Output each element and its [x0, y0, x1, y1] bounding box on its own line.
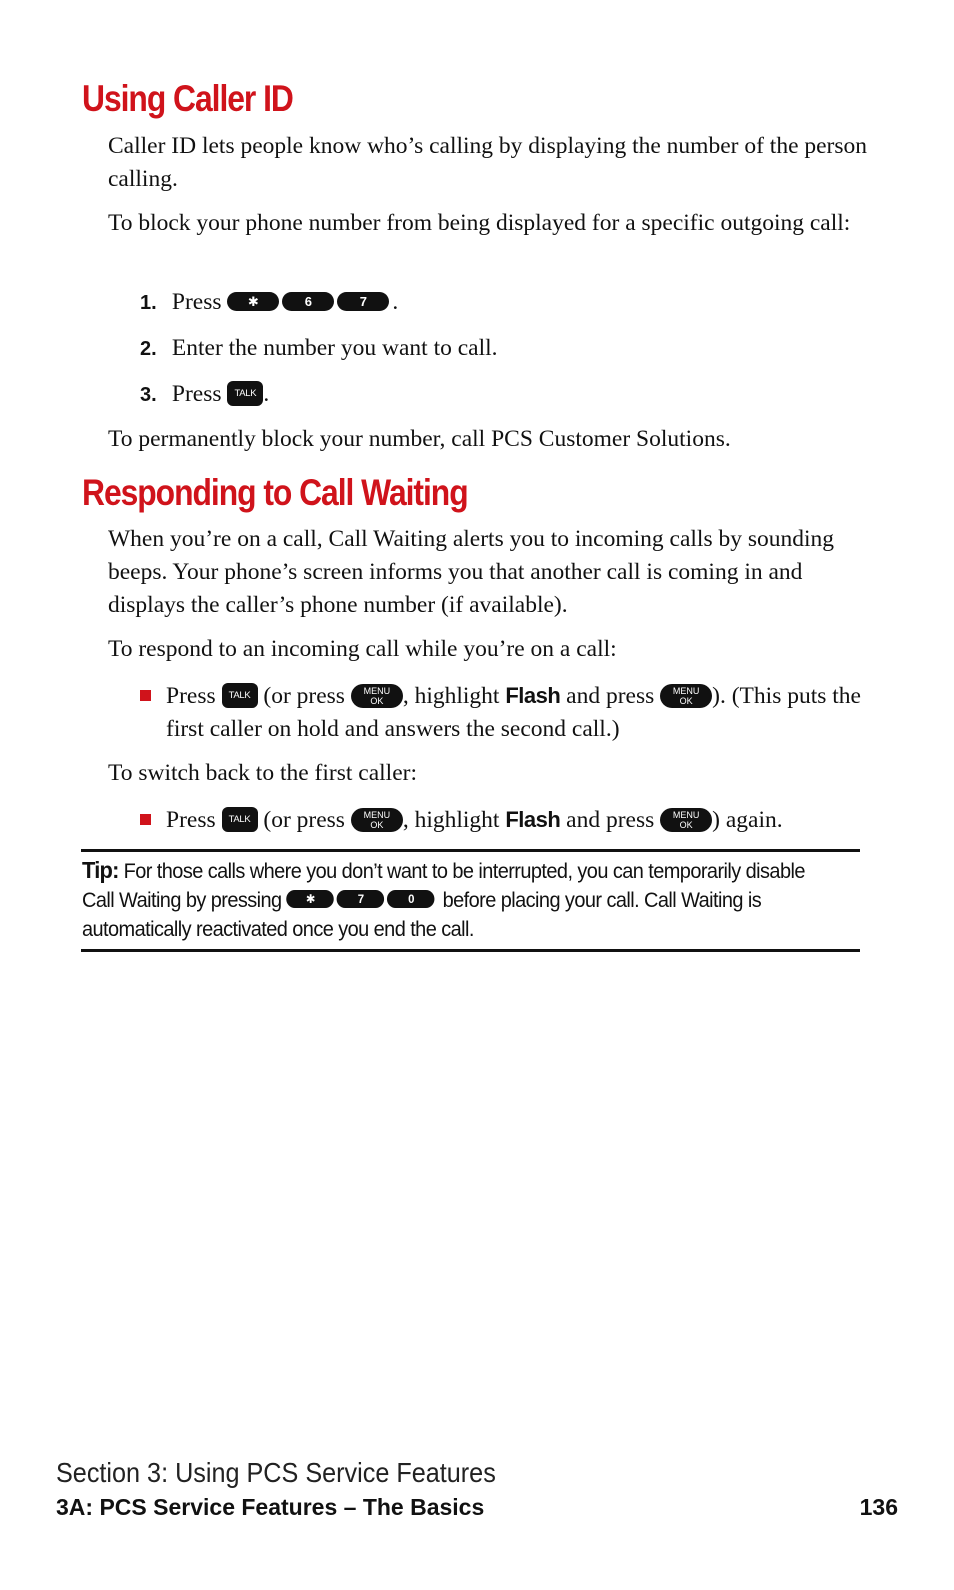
- menu-ok-key-icon: MENU OK: [660, 808, 712, 832]
- heading-call-waiting: Responding to Call Waiting: [82, 472, 468, 513]
- step-number: 1.: [140, 292, 157, 314]
- tip-text-after: before placing your call. Call Waiting is automatically reactivated once you end the call.: [82, 889, 762, 941]
- bullet-text-press: Press: [166, 807, 216, 833]
- step-punct: .: [392, 289, 399, 315]
- bullet-square-icon: [140, 690, 151, 701]
- step-text: Enter the number you want to call.: [171, 335, 498, 361]
- step-2: [140, 332, 880, 366]
- page-number: 136: [859, 1494, 898, 1520]
- caller-id-intro: Caller ID lets people know who’s calling by displaying the number of the person calling.: [108, 133, 868, 192]
- footer-chapter-title: 3A: PCS Service Features – The Basics: [56, 1494, 485, 1520]
- menu-ok-key-icon: MENU OK: [351, 808, 403, 832]
- bullet-text-or-press: (or press: [263, 807, 345, 833]
- bullet-text-highlight: , highlight: [402, 683, 500, 709]
- tip-box: [82, 856, 833, 944]
- tip-text-before: For those calls where you don’t want to be interrupted, you can temporarily disable Call Waiting by pressing: [82, 860, 805, 912]
- step-3: [140, 378, 880, 412]
- step-punct: .: [263, 381, 270, 407]
- footer-section-title: Section 3: Using PCS Service Features: [56, 1457, 496, 1488]
- step-number: 3.: [140, 384, 157, 406]
- bullet-answer-call: [140, 679, 870, 746]
- step-text: Press: [171, 381, 222, 407]
- step-1: [140, 286, 880, 320]
- bullet-switch-back: [140, 803, 870, 837]
- permanent-block-note: To permanently block your number, call PCS Customer Solutions.: [108, 426, 731, 452]
- tip-bottom-rule: [81, 949, 860, 952]
- star-key-icon: ✱: [227, 292, 279, 311]
- seven-key-icon: 7: [337, 890, 384, 908]
- flash-option-label: Flash: [505, 683, 561, 708]
- menu-ok-key-icon: MENU OK: [351, 684, 403, 708]
- block-lead: To block your phone number from being displayed for a specific outgoing call:: [108, 210, 851, 236]
- talk-key-icon: TALK: [227, 381, 263, 406]
- bullet-text-and-press: and press: [566, 807, 655, 833]
- talk-key-icon: TALK: [222, 683, 258, 708]
- flash-option-label: Flash: [505, 807, 561, 832]
- tip-top-rule: [81, 849, 860, 852]
- respond-lead: To respond to an incoming call while you’re on a call:: [108, 636, 617, 662]
- switch-lead: To switch back to the first caller:: [108, 760, 417, 786]
- bullet-text-highlight: , highlight: [402, 807, 500, 833]
- six-key-icon: 6: [282, 292, 334, 311]
- talk-key-icon: TALK: [222, 807, 258, 832]
- bullet-text-tail: ). (This puts the first caller on hold and answers the second call.): [166, 683, 861, 742]
- step-text: Press: [171, 289, 222, 315]
- call-waiting-intro: When you’re on a call, Call Waiting alerts you to incoming calls by sounding beeps. Your phone’s screen informs you that another call is coming in and displays the caller’s phone number (if available).: [108, 526, 835, 618]
- star-key-icon: ✱: [287, 890, 335, 908]
- seven-key-icon: 7: [337, 292, 389, 311]
- bullet-text-tail: ) again.: [712, 807, 783, 833]
- bullet-text-or-press: (or press: [263, 683, 345, 709]
- bullet-square-icon: [140, 814, 151, 825]
- bullet-text-and-press: and press: [566, 683, 655, 709]
- bullet-text-press: Press: [166, 683, 216, 709]
- menu-ok-key-icon: MENU OK: [660, 684, 712, 708]
- tip-label: Tip:: [82, 857, 119, 883]
- heading-using-caller-id: Using Caller ID: [82, 78, 293, 119]
- step-number: 2.: [140, 338, 157, 360]
- zero-key-icon: 0: [387, 890, 435, 908]
